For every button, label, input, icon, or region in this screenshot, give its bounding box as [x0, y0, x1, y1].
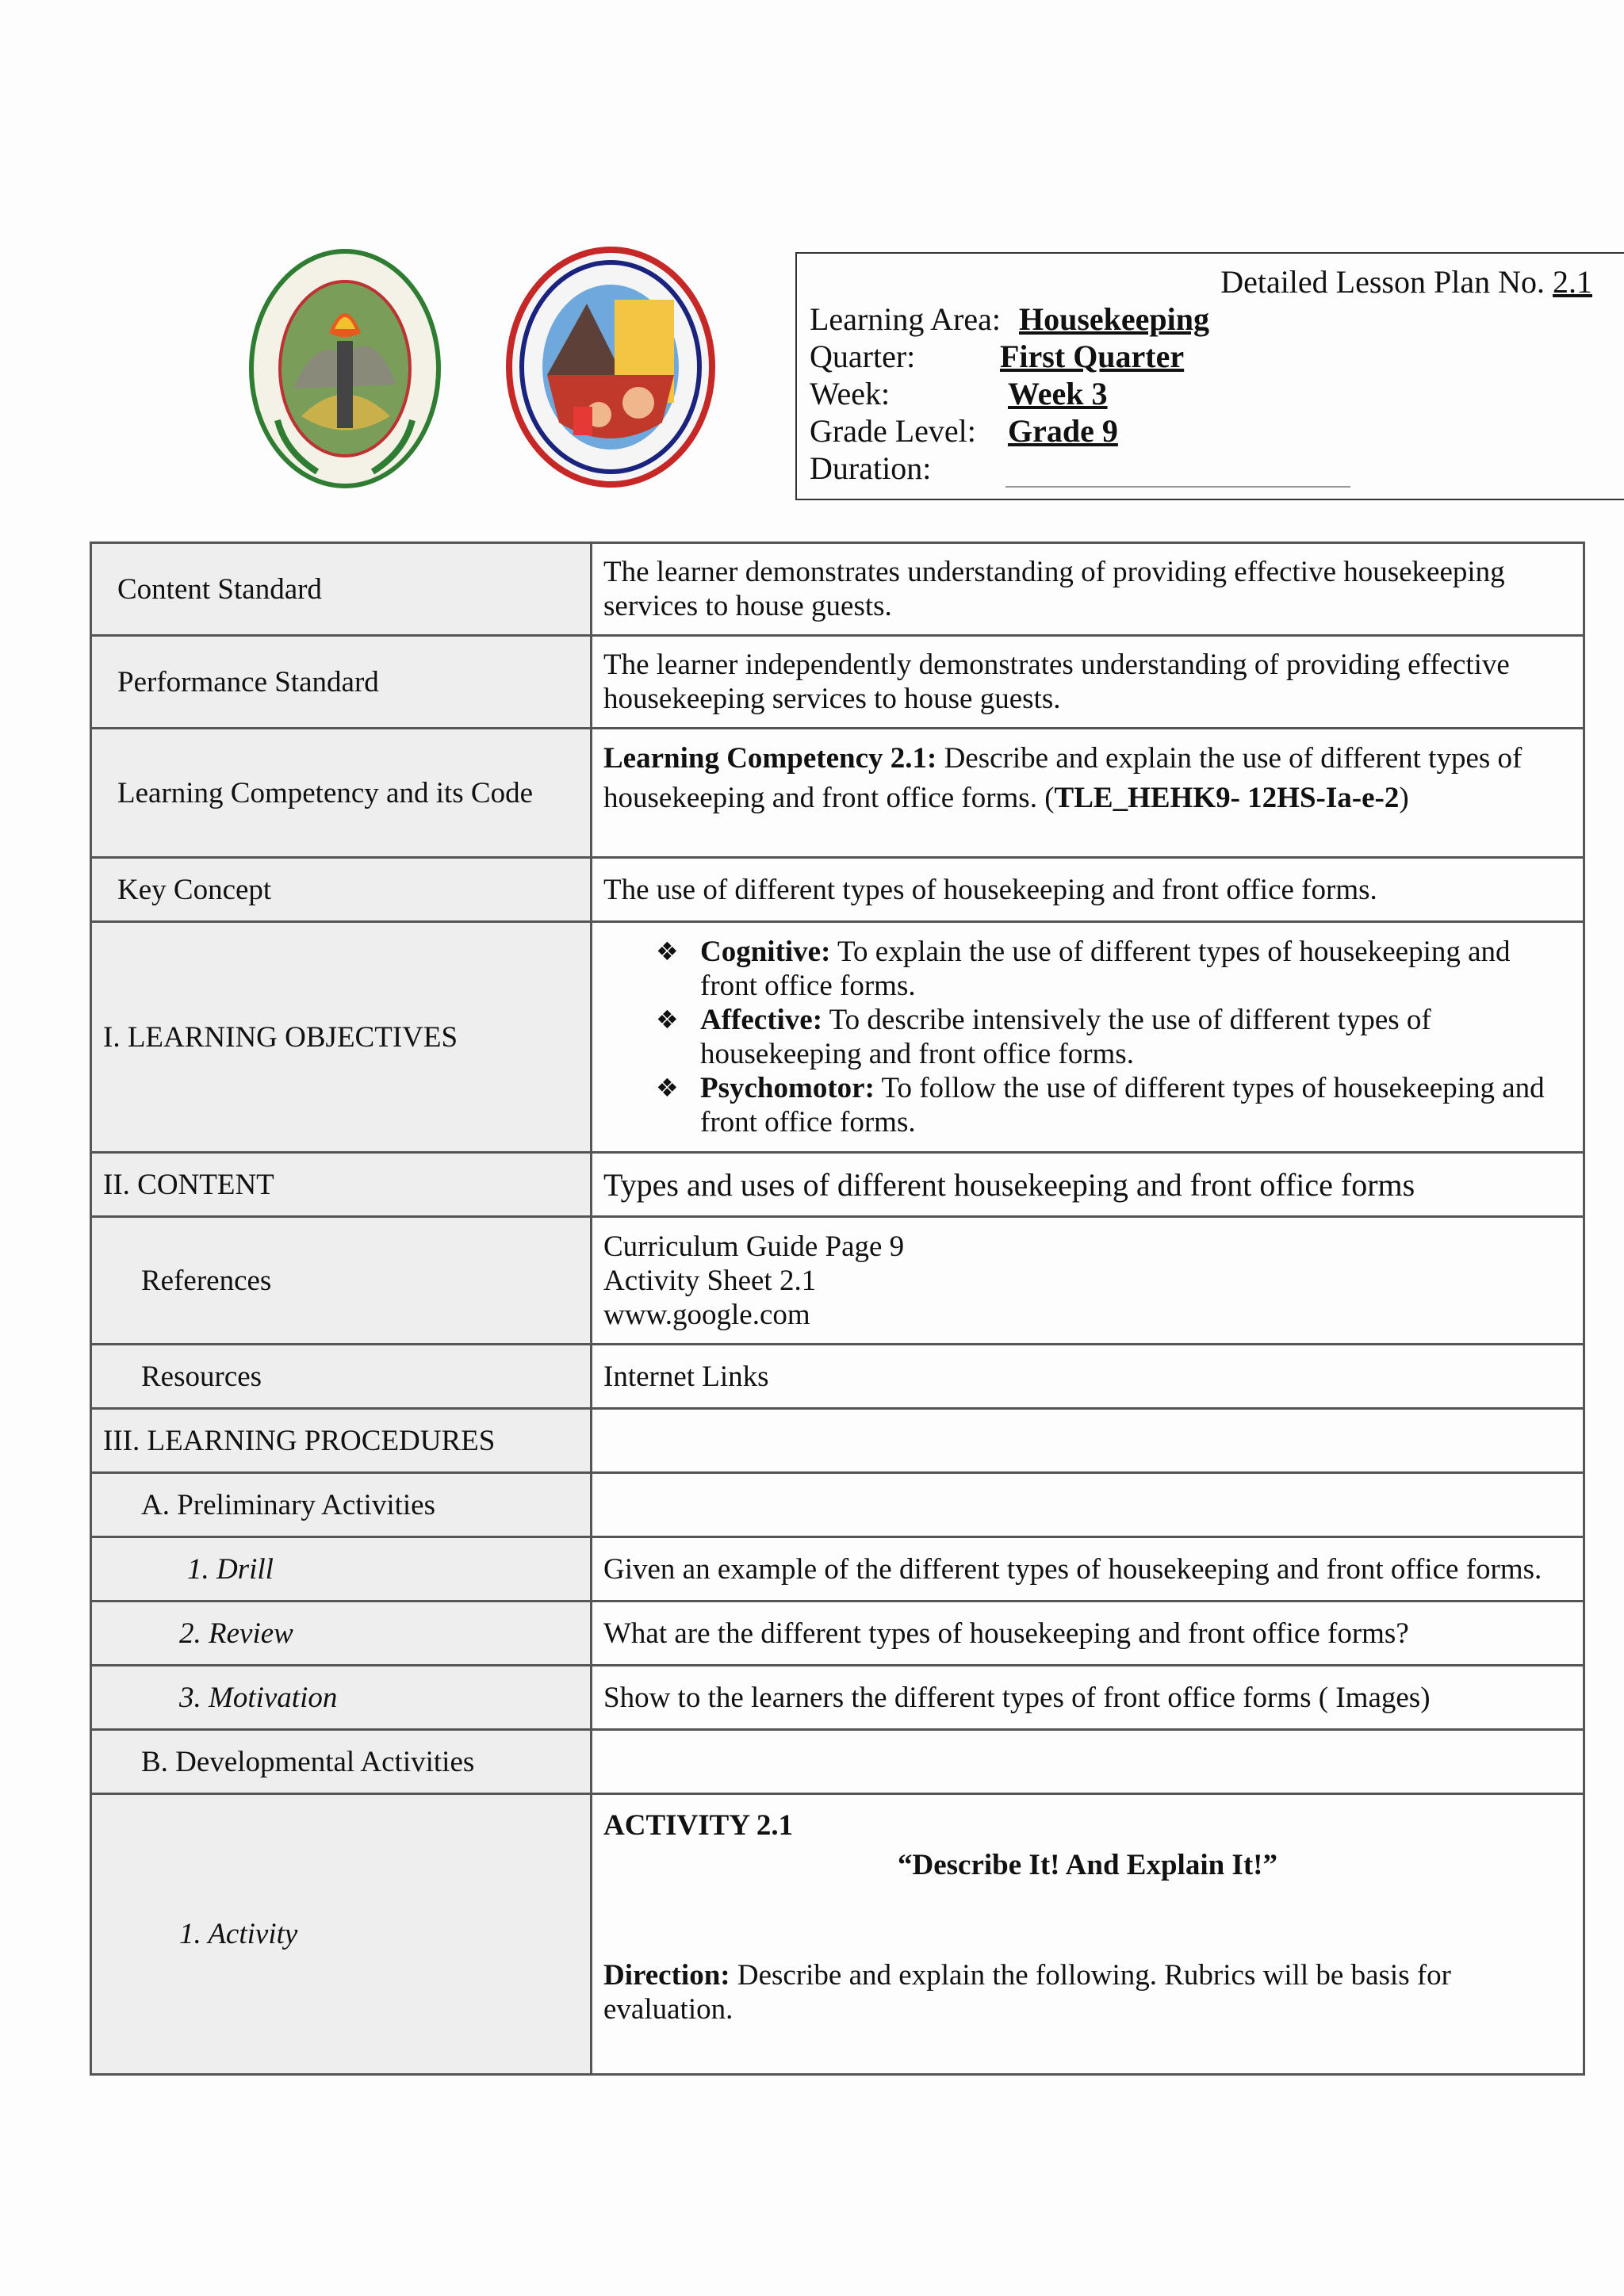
direction-text: Describe and explain the following. Rubrics will be basis for evaluation.	[603, 1959, 1451, 2026]
motivation-text: Show to the learners the different types of front office forms ( Images)	[592, 1666, 1584, 1730]
table-row	[91, 1153, 1584, 1217]
learning-procedures-label: III. LEARNING PROCEDURES	[103, 1424, 496, 1457]
lesson-plan-table	[90, 541, 1585, 2076]
resources-text: Internet Links	[592, 1345, 1584, 1409]
reference-item: Curriculum Guide Page 9	[603, 1230, 905, 1263]
learning-objectives-label: I. LEARNING OBJECTIVES	[103, 1020, 458, 1054]
motivation-label: 3. Motivation	[179, 1681, 338, 1714]
grade-level-label: Grade Level:	[810, 413, 976, 449]
activity-cell	[592, 1794, 1584, 2075]
duration-row	[810, 450, 931, 487]
review-label: 2. Review	[179, 1617, 293, 1650]
week-value: Week 3	[1008, 376, 1108, 411]
table-row	[91, 858, 1584, 922]
learning-competency-label: Learning Competency and its Code	[117, 776, 534, 809]
performance-standard-label: Performance Standard	[117, 665, 379, 698]
review-text: What are the different types of housekeeping and front office forms?	[592, 1601, 1584, 1666]
content-standard-label: Content Standard	[117, 572, 322, 606]
learning-objectives-cell	[592, 922, 1584, 1153]
activity-heading: ACTIVITY 2.1	[603, 1809, 794, 1842]
list-item	[656, 1071, 1572, 1139]
grade-level-value: Grade 9	[1008, 413, 1118, 449]
diamond-bullet-icon: ❖	[656, 1073, 679, 1103]
empty-cell	[592, 1730, 1584, 1794]
learning-area-value: Housekeeping	[1019, 301, 1210, 337]
key-concept-text: The use of different types of housekeeping and front office forms.	[592, 858, 1584, 922]
drill-label: 1. Drill	[187, 1552, 274, 1586]
quarter-label: Quarter:	[810, 339, 916, 374]
competency-close: )	[1399, 782, 1409, 814]
reference-item: www.google.com	[603, 1298, 810, 1331]
competency-code: TLE_HEHK9- 12HS-Ia-e-2	[1054, 782, 1400, 814]
list-item	[656, 935, 1572, 1003]
objective-text: To explain the use of different types of housekeeping and front office forms.	[700, 936, 1511, 1002]
table-row	[91, 1601, 1584, 1666]
plan-number: 2.1	[1553, 264, 1592, 300]
activity-title: “Describe It! And Explain It!”	[898, 1849, 1277, 1881]
diamond-bullet-icon: ❖	[656, 936, 679, 966]
objective-text: To describe intensively the use of different types of housekeeping and front office forms.	[700, 1004, 1431, 1070]
week-row	[810, 375, 1108, 412]
grade-level-row	[810, 412, 1118, 450]
diamond-bullet-icon: ❖	[656, 1004, 679, 1035]
division-davao-del-sur-seal-icon	[504, 244, 718, 490]
table-row	[91, 1730, 1584, 1794]
table-row	[91, 1473, 1584, 1537]
content-text: Types and uses of different housekeeping and front office forms	[592, 1153, 1584, 1217]
developmental-activities-label: B. Developmental Activities	[141, 1745, 475, 1778]
resources-label: Resources	[141, 1360, 262, 1393]
table-row	[91, 1345, 1584, 1409]
division-davao-del-sur-logo	[504, 244, 718, 490]
performance-standard-text: The learner independently demonstrates understanding of providing effective housekeeping services to house guests.	[592, 636, 1584, 729]
preliminary-activities-label: A. Preliminary Activities	[141, 1488, 435, 1521]
list-item	[656, 1003, 1572, 1071]
duration-label: Duration:	[810, 450, 932, 486]
table-row	[91, 1217, 1584, 1345]
plan-number-line	[1220, 263, 1592, 300]
references-cell	[592, 1217, 1584, 1345]
reference-item: Activity Sheet 2.1	[603, 1264, 817, 1297]
learning-area-label: Learning Area:	[810, 301, 1001, 337]
quarter-row	[810, 338, 1185, 375]
learning-competency-text: Describe and explain the use of different types of housekeeping and front office forms. (	[603, 742, 1522, 814]
content-label: II. CONTENT	[103, 1168, 274, 1201]
drill-text: Given an example of the different types of housekeeping and front office forms.	[592, 1537, 1584, 1601]
table-row	[91, 922, 1584, 1153]
objective-key: Psychomotor:	[700, 1072, 875, 1104]
empty-cell	[592, 1409, 1584, 1473]
deped-seal-logo	[246, 246, 444, 492]
plan-label: Detailed Lesson Plan No.	[1220, 264, 1545, 300]
table-row	[91, 543, 1584, 636]
week-label: Week:	[810, 376, 891, 411]
objectives-list	[603, 935, 1572, 1139]
direction-label: Direction:	[603, 1959, 730, 1992]
table-row	[91, 729, 1584, 858]
table-row	[91, 636, 1584, 729]
content-standard-text: The learner demonstrates understanding of providing effective housekeeping services to house guests.	[592, 543, 1584, 636]
table-row	[91, 1537, 1584, 1601]
duration-blank-line	[1005, 486, 1350, 488]
learning-competency-cell	[592, 729, 1584, 858]
table-row	[91, 1409, 1584, 1473]
objective-text: To follow the use of different types of housekeeping and front office forms.	[700, 1072, 1545, 1138]
empty-cell	[592, 1473, 1584, 1537]
table-row	[91, 1794, 1584, 2075]
objective-key: Affective:	[700, 1004, 823, 1036]
objective-key: Cognitive:	[700, 936, 831, 968]
deped-seal-icon	[246, 246, 444, 492]
learning-area-row	[810, 300, 1210, 338]
quarter-value: First Quarter	[1000, 339, 1185, 374]
table-row	[91, 1666, 1584, 1730]
references-label: References	[141, 1264, 272, 1297]
key-concept-label: Key Concept	[117, 873, 272, 906]
activity-direction	[603, 1958, 1572, 2026]
activity-label: 1. Activity	[179, 1918, 298, 1950]
learning-competency-intro: Learning Competency 2.1:	[603, 742, 937, 775]
lesson-plan-header	[795, 252, 1624, 500]
